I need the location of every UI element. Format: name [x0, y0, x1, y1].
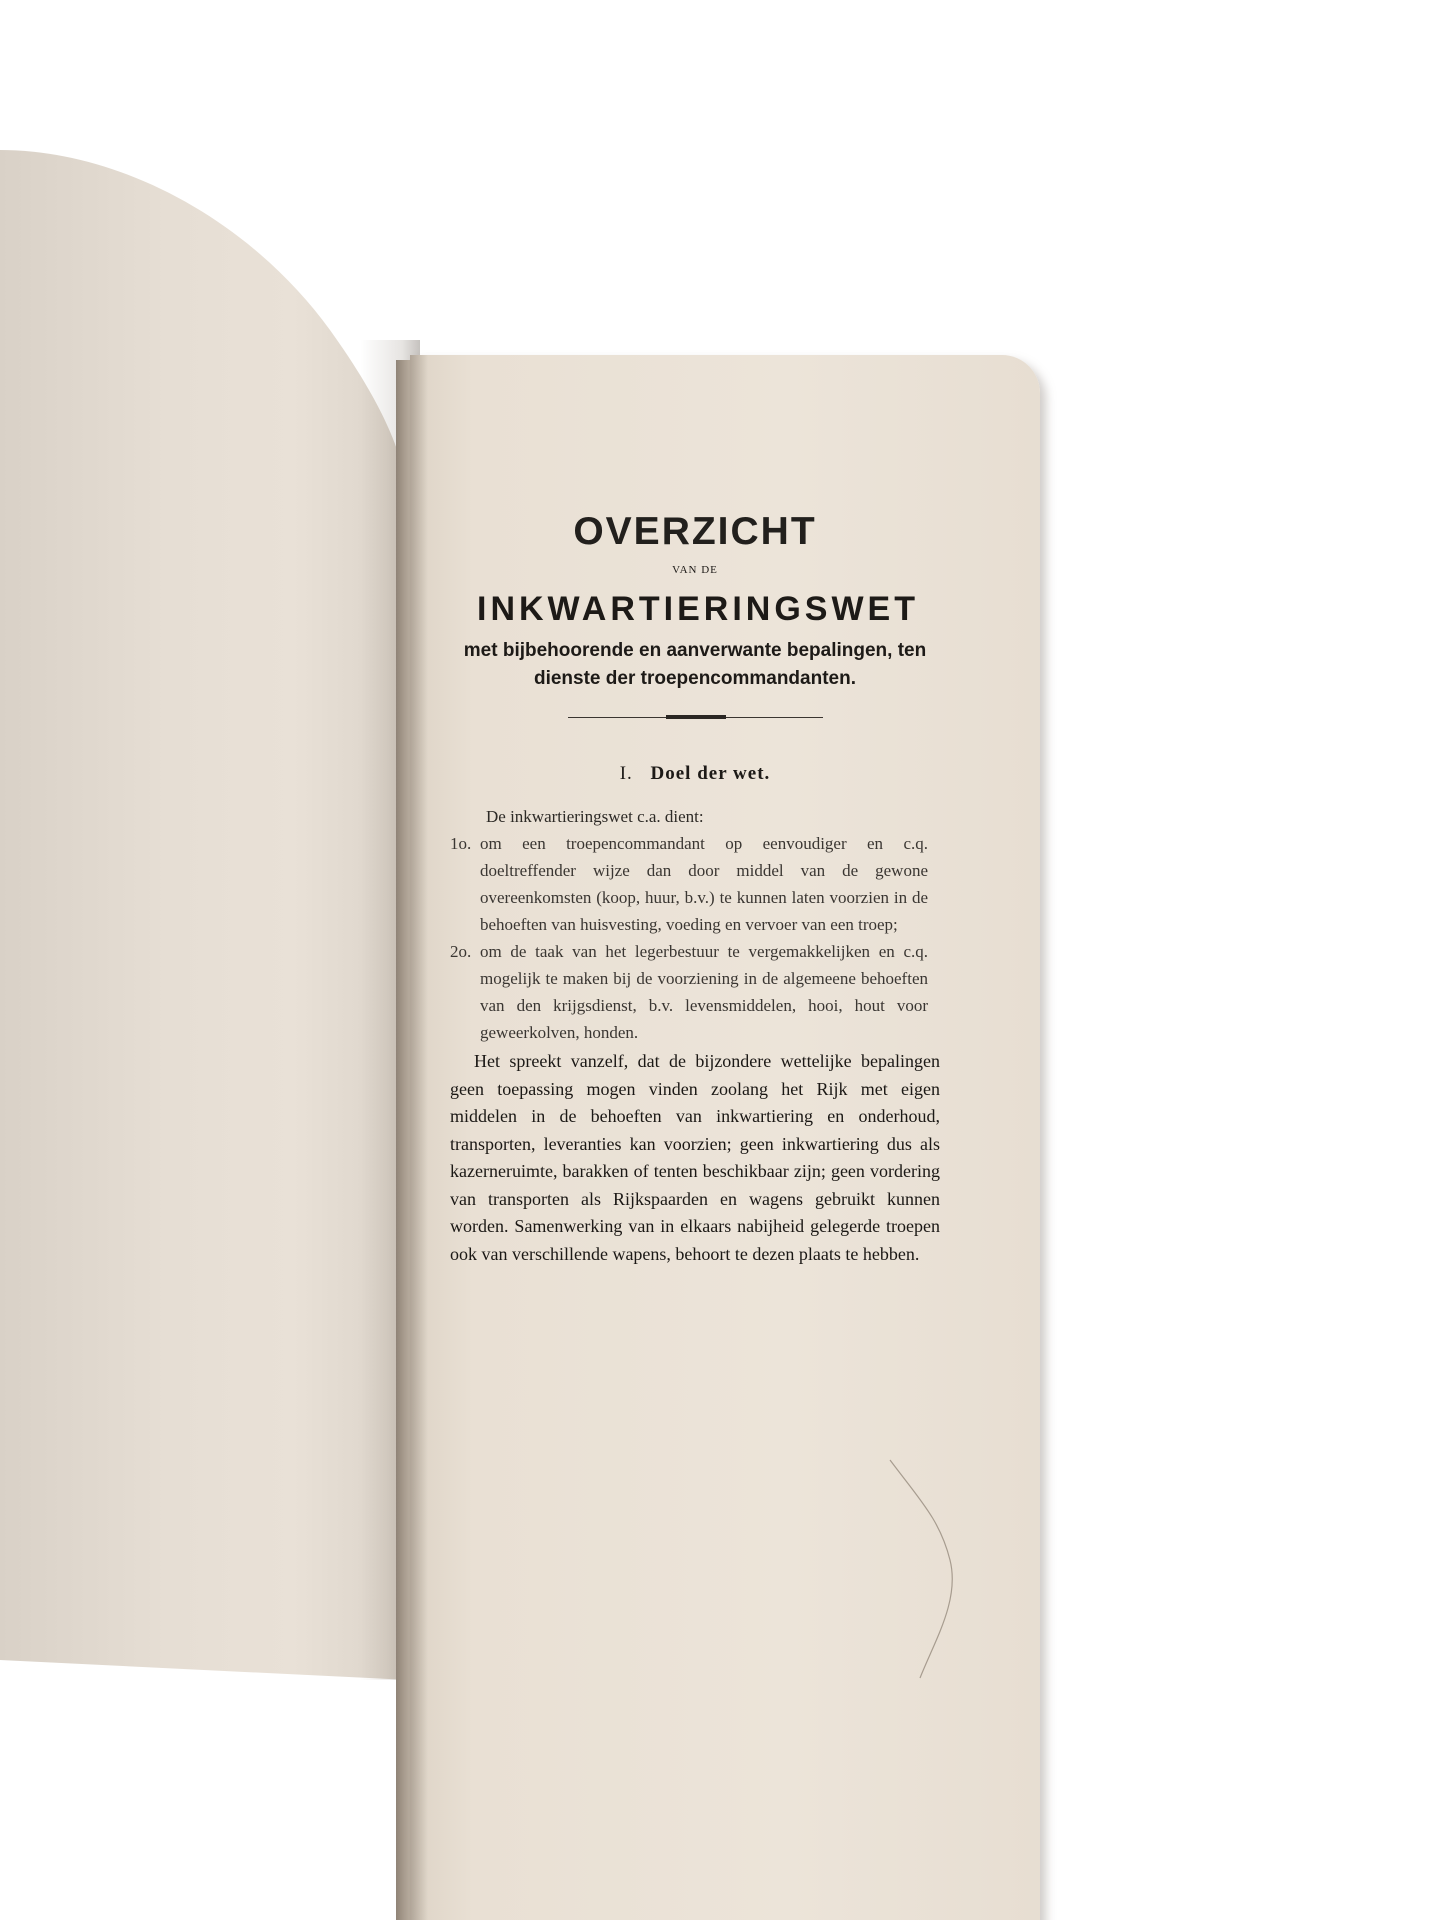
- body-paragraph: Het spreekt vanzelf, dat de bijzondere wettelijke bepalingen geen toepassing mogen vinden zoolang het Rijk met eigen middelen in de behoeften van inkwartiering en onderhoud, transporten, leveranties kan voorzien; geen inkwartiering dus als kazerneruimte, barakken of tenten beschikbaar zijn; geen vordering van transporten als Rijkspaarden en wagens gebruikt kunnen worden. Samenwerking van in elkaars nabijheid gelegerde troepen ook van verschillende wapens, behoort te dezen plaats te hebben.: [450, 1051, 940, 1264]
- title-inkwartieringswet: INKWARTIERINGSWET: [477, 590, 919, 628]
- left-page: [0, 0, 420, 1680]
- intro-line: De inkwartieringswet c.a. dient:: [486, 807, 704, 826]
- section-heading: [450, 763, 940, 785]
- title-overzicht: OVERZICHT: [573, 510, 817, 553]
- section-title: Doel der wet.: [650, 763, 771, 784]
- title-van-de: VAN DE: [672, 564, 718, 576]
- item-marker: 1o.: [450, 834, 472, 853]
- body-text: [450, 803, 940, 1268]
- list-item: [450, 830, 940, 938]
- item-marker: 2o.: [450, 942, 472, 961]
- item-text: om een troepencommandant op eenvoudiger en c.q. doeltreffender wijze dan door middel van de gewone overeenkomsten (koop, huur, b.v.) te kunnen laten voorzien in de behoeften van huisvesting, voeding en vervoer van een troep;: [480, 834, 928, 934]
- item-text: om de taak van het legerbestuur te vergemakkelijken en c.q. mogelijk te maken bij de voorziening in de algemeene behoeften van den krijgsdienst, b.v. levensmiddelen, hooi, hout voor geweerkolven, honden.: [480, 942, 928, 1042]
- rule-bar: [666, 715, 726, 719]
- list-item: [450, 938, 940, 1046]
- page-content: [450, 510, 940, 1268]
- section-number: I.: [619, 763, 633, 784]
- ornament-rule: [568, 715, 823, 721]
- paper-crease: [880, 1450, 1030, 1680]
- subtitle: met bijbehoorende en aanverwante bepalingen, ten dienste der troepencommandanten.: [463, 640, 927, 689]
